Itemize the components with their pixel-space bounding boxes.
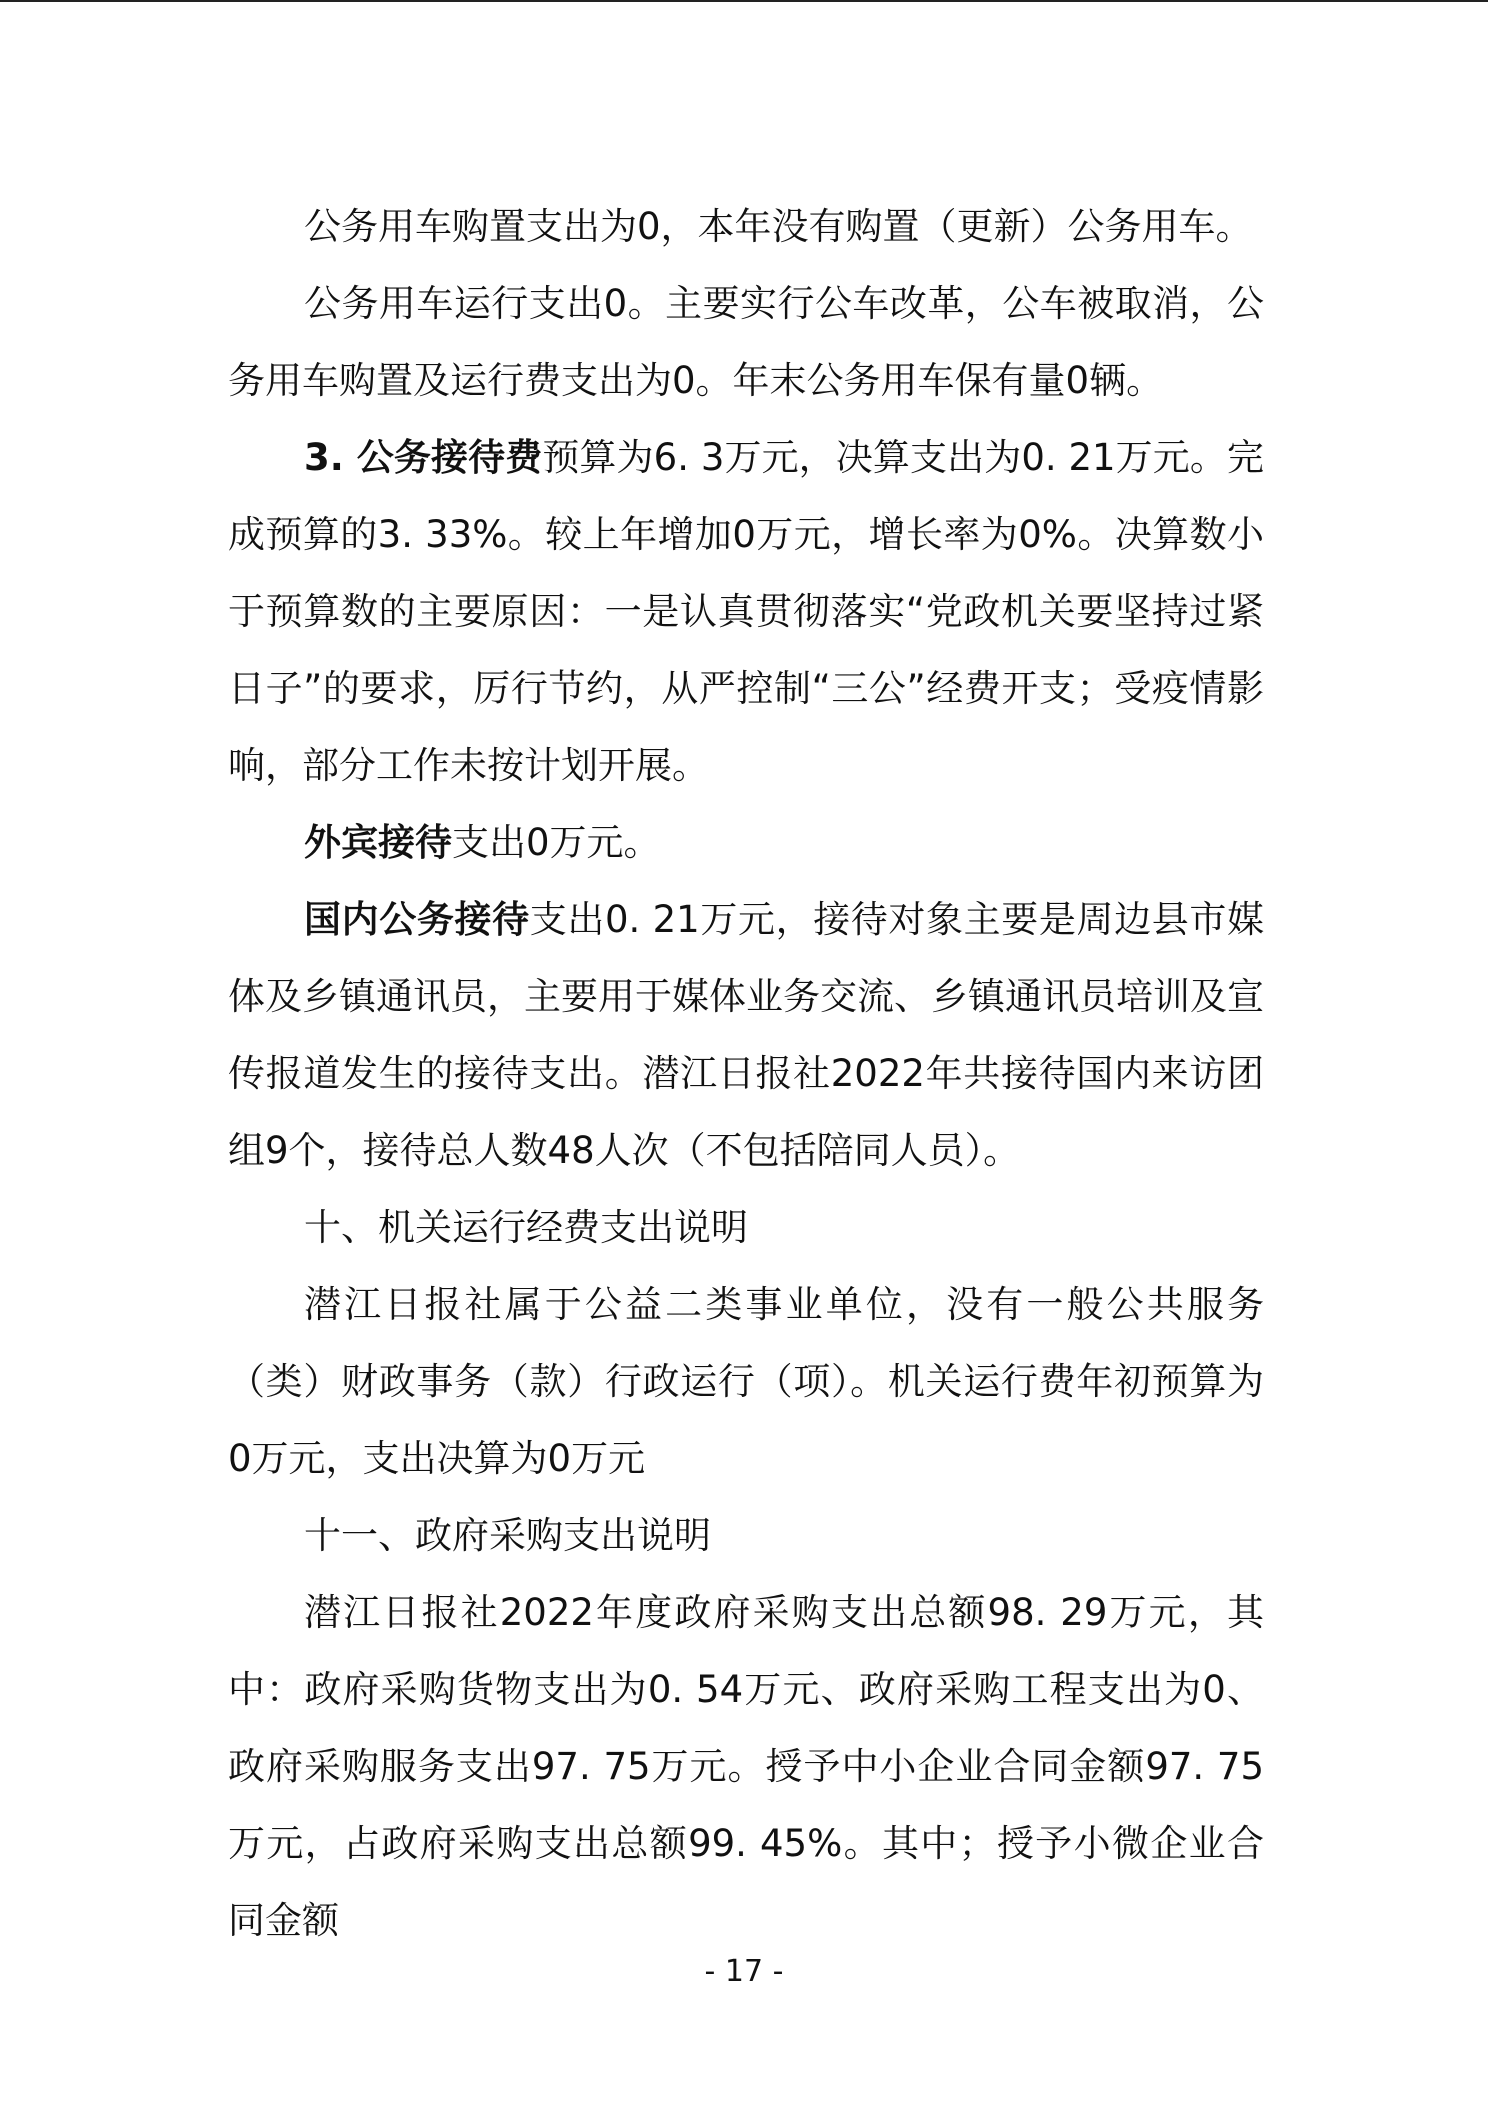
section-heading-operating-expenses: 十、机关运行经费支出说明 <box>304 1206 748 1249</box>
heading-reception-fee: 3. 公务接待费 <box>304 436 543 479</box>
top-border-line <box>0 0 1488 2</box>
paragraph-reception-fee: 3. 公务接待费预算为6. 3万元，决算支出为0. 21万元。完成预算的3. 33%。较上年增加0万元，增长率为0%。决算数小于预算数的主要原因：一是认真贯彻落实“党政机关要坚持过紧日子”的要求，厉行节约，从严控制“三公”经费开支；受疫情影响，部分工作未按计划开展。 <box>228 436 1264 787</box>
paragraph-operating-expenses: 潜江日报社属于公益二类事业单位，没有一般公共服务（类）财政事务（款）行政运行（项）。机关运行费年初预算为0万元，支出决算为0万元 <box>228 1283 1264 1480</box>
heading-foreign-reception: 外宾接待 <box>304 821 452 864</box>
paragraph-vehicle-purchase: 公务用车购置支出为0，本年没有购置（更新）公务用车。 <box>304 205 1253 248</box>
page-number: - 17 - <box>704 1954 784 1989</box>
heading-domestic-reception: 国内公务接待 <box>304 898 530 941</box>
document-body <box>228 188 1264 1959</box>
paragraph-domestic-reception: 国内公务接待支出0. 21万元，接待对象主要是周边县市媒体及乡镇通讯员，主要用于媒体业务交流、乡镇通讯员培训及宣传报道发生的接待支出。潜江日报社2022年共接待国内来访团组9个，接待总人数48人次（不包括陪同人员）。 <box>228 898 1264 1172</box>
section-heading-procurement: 十一、政府采购支出说明 <box>304 1514 711 1557</box>
paragraph-vehicle-operation: 公务用车运行支出0。主要实行公车改革，公车被取消，公务用车购置及运行费支出为0。年末公务用车保有量0辆。 <box>228 282 1264 402</box>
paragraph-procurement: 潜江日报社2022年度政府采购支出总额98. 29万元，其中：政府采购货物支出为0. 54万元、政府采购工程支出为0、政府采购服务支出97. 75万元。授予中小企业合同金额97. 75万元，占政府采购支出总额99. 45%。其中；授予小微企业合同金额 <box>228 1591 1264 1942</box>
paragraph-foreign-reception: 外宾接待支出0万元。 <box>304 821 661 864</box>
